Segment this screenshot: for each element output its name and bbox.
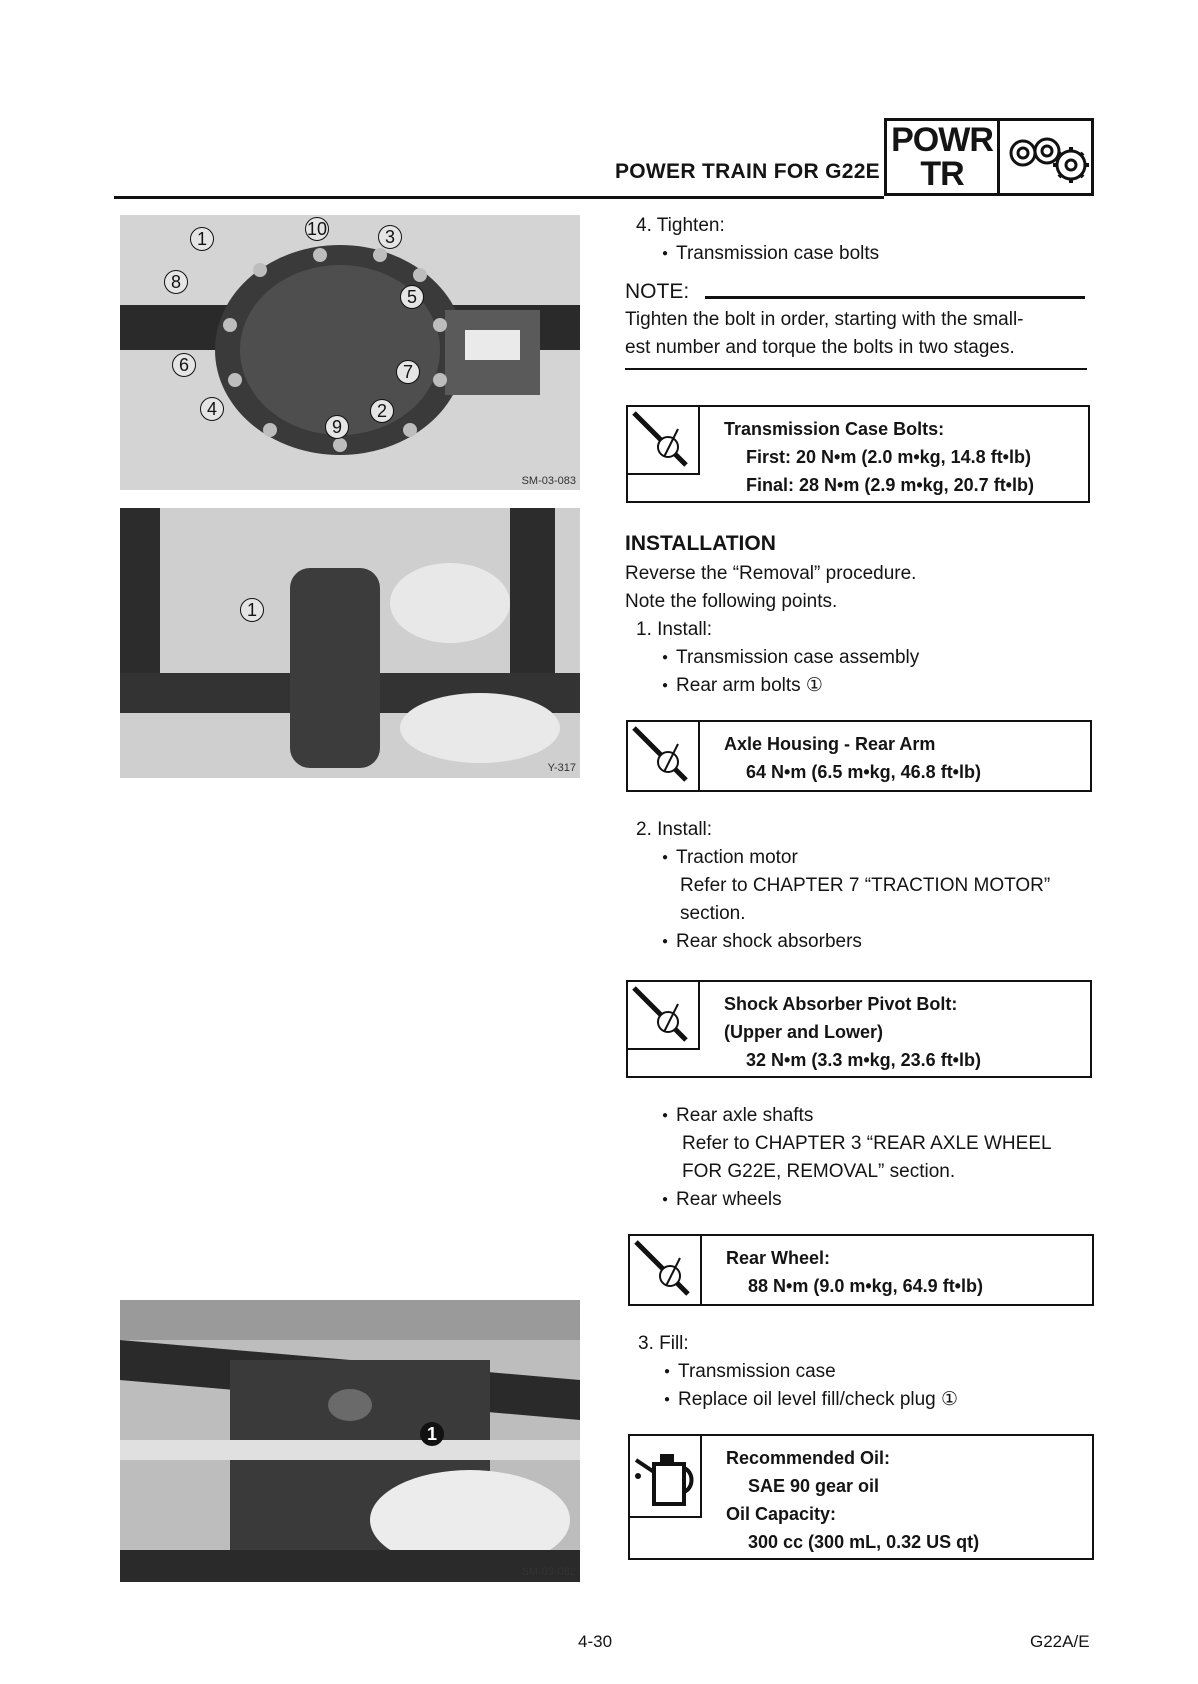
torque-wrench-icon: [628, 722, 700, 790]
step-1-label: 1. Install:: [636, 619, 713, 640]
callout-7: 7: [396, 360, 420, 384]
callout-6: 6: [172, 353, 196, 377]
note-title-rule: [705, 296, 1085, 299]
torque-wrench-icon: [628, 982, 700, 1050]
photo-oil-fill-plug: [120, 1300, 580, 1582]
step-1-bullet-2: ● Rear arm bolts ①: [662, 672, 823, 703]
step-3-label: 3. Fill:: [638, 1333, 689, 1354]
photo-rear-arm-bolts-image: [120, 508, 580, 778]
section-badge: [884, 118, 1094, 196]
note-title: NOTE:: [625, 280, 690, 303]
spec-3-value: 32 N•m (3.3 m•kg, 23.6 ft•lb): [746, 1050, 981, 1070]
page-number: 4-30: [578, 1632, 613, 1651]
spec-box-oil: [628, 1434, 1094, 1560]
spec-1-final: Final: 28 N•m (2.9 m•kg, 20.7 ft•lb): [746, 475, 1034, 495]
spec-box-rear-wheel: [628, 1234, 1094, 1306]
spec-3-subtitle: (Upper and Lower): [724, 1022, 884, 1042]
torque-wrench-icon: [628, 407, 700, 475]
photo-label: Y-317: [547, 762, 576, 774]
spec-4-title: Rear Wheel:: [726, 1248, 831, 1268]
installation-line-2: Note the following points.: [625, 591, 838, 612]
spec-box-shock-absorber: [626, 980, 1092, 1078]
spec-box-transmission-case-bolts: [626, 405, 1090, 503]
step-1-bullet-1: ● Transmission case assembly: [662, 644, 919, 675]
callout-4: 4: [200, 397, 224, 421]
step-2-ref-3a: Refer to CHAPTER 3 “REAR AXLE WHEEL: [682, 1133, 1052, 1154]
spec-5-line-1: Recommended Oil:: [726, 1448, 891, 1468]
callout-1: 1: [190, 227, 214, 251]
spec-5-line-3: Oil Capacity:: [726, 1504, 837, 1524]
spec-5-line-4: 300 cc (300 mL, 0.32 US qt): [748, 1532, 980, 1552]
spec-1-title: Transmission Case Bolts:: [724, 419, 945, 439]
step-2-ref-1b: section.: [680, 903, 746, 924]
note-line-1: Tighten the bolt in order, starting with the small-: [625, 309, 1024, 330]
step-4-bullet: ● Transmission case bolts: [662, 240, 879, 271]
note-line-2: est number and torque the bolts in two stages.: [625, 337, 1015, 358]
oil-can-icon: [630, 1436, 702, 1518]
callout-9: 9: [325, 415, 349, 439]
gear-train-icon: [1001, 125, 1091, 191]
callout-8: 8: [164, 270, 188, 294]
section-badge-top: POWR: [891, 121, 993, 159]
step-2-label: 2. Install:: [636, 819, 713, 840]
photo-label: SM-03-082: [521, 1566, 576, 1578]
spec-4-value: 88 N•m (9.0 m•kg, 64.9 ft•lb): [748, 1276, 983, 1296]
section-badge-bottom: TR: [920, 155, 964, 193]
step-2-bullet-1: ● Traction motor: [662, 844, 798, 875]
callout-5: 5: [400, 285, 424, 309]
callout-3: 3: [378, 225, 402, 249]
spec-box-axle-housing: [626, 720, 1092, 792]
model-code: G22A/E: [1030, 1632, 1090, 1651]
callout-2: 2: [370, 399, 394, 423]
step-2-bullet-4: ● Rear wheels: [662, 1186, 782, 1217]
photo-oil-fill-plug-image: [120, 1300, 580, 1582]
spec-5-line-2: SAE 90 gear oil: [748, 1476, 880, 1496]
step-2-bullet-3: ● Rear axle shafts: [662, 1102, 813, 1133]
spec-3-title: Shock Absorber Pivot Bolt:: [724, 994, 958, 1014]
page-header-title: POWER TRAIN FOR G22E: [614, 160, 880, 183]
step-2-ref-1a: Refer to CHAPTER 7 “TRACTION MOTOR”: [680, 875, 1051, 896]
step-4-label: 4. Tighten:: [636, 215, 725, 236]
installation-heading: INSTALLATION: [625, 532, 776, 555]
torque-wrench-icon: [630, 1236, 702, 1304]
step-2-bullet-2: ● Rear shock absorbers: [662, 928, 862, 959]
callout-10: 10: [306, 219, 328, 239]
header-rule: [114, 196, 884, 199]
note-end-rule: [625, 368, 1087, 370]
section-badge-divider: [997, 121, 1000, 193]
step-2-ref-3b: FOR G22E, REMOVAL” section.: [682, 1161, 956, 1182]
photo-rear-arm-bolts: [120, 508, 580, 778]
installation-line-1: Reverse the “Removal” procedure.: [625, 563, 917, 584]
callout-1: 1: [240, 598, 264, 622]
photo-transmission-bolt-order: [120, 215, 580, 490]
step-3-bullet-2: ● Replace oil level fill/check plug ①: [664, 1386, 958, 1417]
step-3-bullet-1: ● Transmission case: [664, 1358, 836, 1389]
spec-2-value: 64 N•m (6.5 m•kg, 46.8 ft•lb): [746, 762, 981, 782]
callout-1: 1: [420, 1422, 444, 1446]
photo-label: SM-03-083: [521, 475, 576, 487]
spec-1-first: First: 20 N•m (2.0 m•kg, 14.8 ft•lb): [746, 447, 1031, 467]
spec-2-title: Axle Housing - Rear Arm: [724, 734, 936, 754]
